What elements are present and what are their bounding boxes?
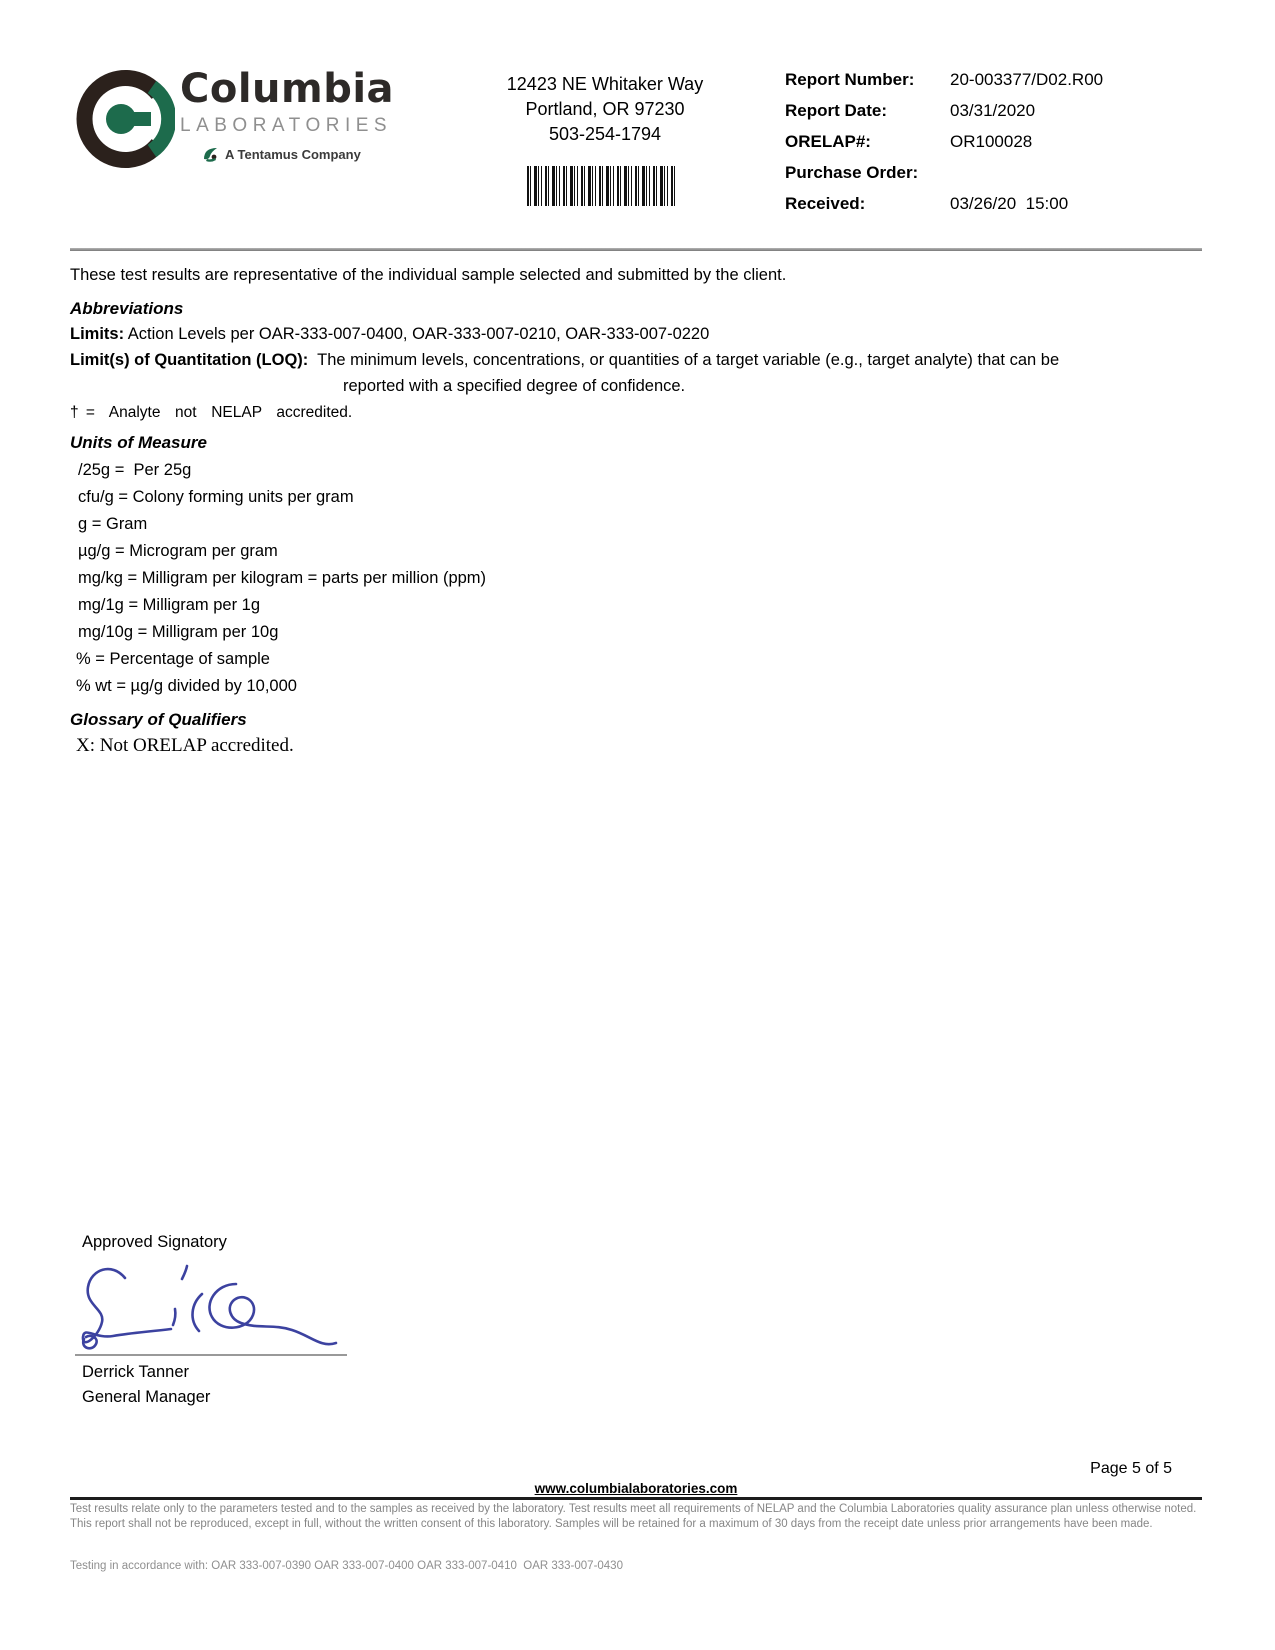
limits-text: Action Levels per OAR-333-007-0400, OAR-333-007-0210, OAR-333-007-0220 (124, 325, 710, 343)
report-row-number (785, 70, 1185, 101)
unit-item: mg/1g = Milligram per 1g (78, 596, 261, 614)
orelap-value: OR100028 (950, 132, 1033, 151)
unit-item: µg/g = Microgram per gram (78, 542, 278, 560)
purchase-order-label: Purchase Order: (785, 163, 919, 182)
signatory-name: Derrick Tanner (82, 1363, 189, 1381)
lab-address (455, 72, 755, 147)
tentamus-tagline (202, 145, 394, 163)
report-row-date (785, 101, 1185, 132)
glossary-item: X: Not ORELAP accredited. (76, 735, 294, 756)
signature-image (78, 1256, 348, 1361)
page-number: Page 5 of 5 (1090, 1460, 1172, 1477)
unit-item: g = Gram (78, 515, 148, 533)
tagline-label: A Tentamus Company (225, 146, 361, 162)
footer-disclaimer: Test results relate only to the parameters tested and to the samples as received by the laboratory. Test results meet all requirements of NELAP and the Columbia Laboratories quality assurance plan unless otherwise noted. This report shall not be reproduced, except in full, without the written consent of this laboratory. Samples will be retained for a maximum of 30 days from the receipt date unless prior arrangements have been made. (70, 1503, 1197, 1530)
signature-line (75, 1354, 347, 1356)
address-line1: 12423 NE Whitaker Way (506, 74, 704, 94)
report-row-po (785, 163, 1185, 194)
loq-line (70, 351, 1059, 370)
nelap-note: † = Analyte not NELAP accredited. (70, 404, 353, 421)
limits-label: Limits: (70, 325, 125, 343)
logo-name: Columbia (180, 66, 395, 112)
logo-subtitle: LABORATORIES (180, 115, 393, 136)
report-date-label: Report Date: (785, 101, 888, 120)
logo-text (180, 66, 394, 163)
signatory-title: General Manager (82, 1388, 211, 1406)
intro-text: These test results are representative of the individual sample selected and submitted by the client. (70, 266, 787, 284)
barcode (527, 166, 675, 206)
testing-accordance-note: Testing in accordance with: OAR 333-007-0390 OAR 333-007-0400 OAR 333-007-0410 OAR 333-007-0430 (70, 1560, 623, 1572)
loq-label: Limit(s) of Quantitation (LOQ): (70, 351, 309, 369)
unit-item: cfu/g = Colony forming units per gram (78, 488, 354, 506)
website-link-wrap (70, 1481, 1202, 1496)
report-row-received (785, 194, 1185, 225)
abbreviations-heading: Abbreviations (70, 299, 184, 318)
address-line3: 503-254-1794 (548, 124, 662, 144)
address-line2: Portland, OR 97230 (525, 99, 685, 119)
website-link[interactable]: www.columbialaboratories.com (534, 1481, 738, 1496)
unit-item: mg/10g = Milligram per 10g (78, 623, 279, 641)
unit-item: % = Percentage of sample (76, 650, 270, 668)
report-number-value: 20-003377/D02.R00 (950, 70, 1104, 89)
report-info (785, 70, 1185, 225)
loq-text-continued: reported with a specified degree of confidence. (343, 377, 686, 395)
footer-divider (70, 1497, 1202, 1500)
unit-item: /25g = Per 25g (78, 461, 192, 479)
units-heading: Units of Measure (70, 433, 207, 452)
loq-text: The minimum levels, concentrations, or quantities of a target variable (e.g., target analyte) that can be (308, 351, 1060, 369)
received-label: Received: (785, 194, 866, 213)
unit-item: mg/kg = Milligram per kilogram = parts per million (ppm) (78, 569, 487, 587)
report-number-label: Report Number: (785, 70, 915, 89)
columbia-logo-icon (75, 68, 175, 175)
approved-signatory-label: Approved Signatory (82, 1233, 227, 1251)
unit-item: % wt = µg/g divided by 10,000 (76, 677, 297, 695)
received-value: 03/26/20 15:00 (950, 194, 1069, 213)
header-divider (70, 248, 1202, 251)
report-date-value: 03/31/2020 (950, 101, 1036, 120)
limits-line (70, 325, 709, 344)
report-row-orelap (785, 132, 1185, 163)
glossary-heading: Glossary of Qualifiers (70, 710, 247, 729)
tentamus-leaf-icon (202, 145, 220, 163)
orelap-label: ORELAP#: (785, 132, 871, 151)
